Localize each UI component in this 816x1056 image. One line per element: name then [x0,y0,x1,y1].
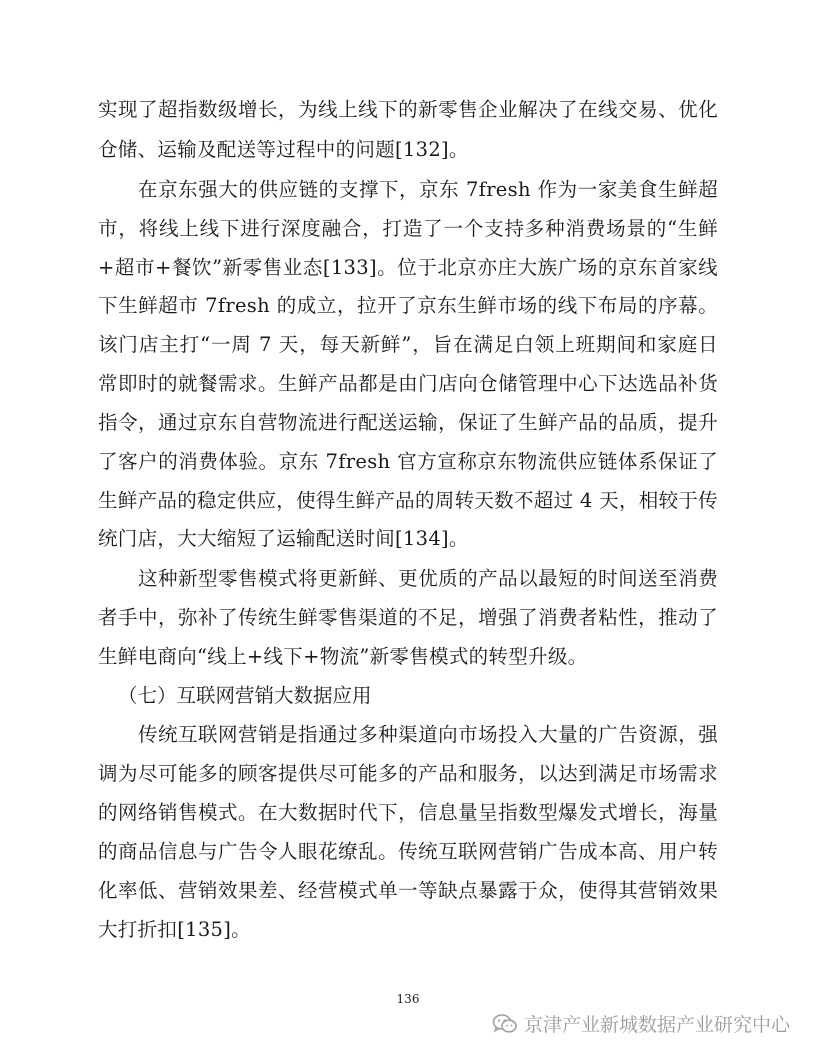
text-line: 在京东强大的供应链的支撑下，京东 7fresh 作为一家美食生鲜超 [138,178,718,201]
text-line: 统门店，大大缩短了运输配送时间[134]。 [98,527,469,550]
watermark-text: 京津产业新城数据产业研究中心 [523,1014,790,1036]
text-line: 指令，通过京东自营物流进行配送运输，保证了生鲜产品的品质，提升 [98,411,718,434]
text-line: 仓储、运输及配送等过程中的问题[132]。 [98,138,469,161]
wechat-icon [492,1013,518,1035]
text-line: +超市+餐饮”新零售业态[133]。位于北京亦庄大族广场的京东首家线 [98,256,718,279]
text-line: 调为尽可能多的顾客提供尽可能多的产品和服务，以达到满足市场需求 [98,762,718,785]
text-line: 的商品信息与广告令人眼花缭乱。传统互联网营销广告成本高、用户转 [98,840,718,863]
text-line: 下生鲜超市 7fresh 的成立，拉开了京东生鲜市场的线下布局的序幕。 [98,294,718,317]
text-line: 的网络销售模式。在大数据时代下，信息量呈指数型爆发式增长，海量 [98,801,718,824]
text-line: 生鲜电商向“线上+线下+物流”新零售模式的转型升级。 [98,645,588,668]
text-line: 者手中，弥补了传统生鲜零售渠道的不足，增强了消费者粘性，推动了 [98,606,718,629]
page-number: 136 [396,992,420,1006]
text-line: 了客户的消费体验。京东 7fresh 官方宣称京东物流供应链体系保证了 [98,450,718,473]
section-heading: （七）互联网营销大数据应用 [118,684,372,707]
text-line: 常即时的就餐需求。生鲜产品都是由门店向仓储管理中心下达选品补货 [98,372,718,395]
text-line: 这种新型零售模式将更新鲜、更优质的产品以最短的时间送至消费 [138,567,718,590]
text-line: 化率低、营销效果差、经营模式单一等缺点暴露于众，使得其营销效果 [98,879,718,902]
text-line: 实现了超指数级增长，为线上线下的新零售企业解决了在线交易、优化 [98,98,718,121]
text-line: 生鲜产品的稳定供应，使得生鲜产品的周转天数不超过 4 天，相较于传 [98,489,718,512]
text-line: 该门店主打“一周 7 天，每天新鲜”，旨在满足白领上班期间和家庭日 [98,333,718,356]
text-line: 市，将线上线下进行深度融合，打造了一个支持多种消费场景的“生鲜 [98,217,718,240]
source-watermark [492,1010,790,1037]
text-line: 大打折扣[135]。 [98,918,251,941]
text-line: 传统互联网营销是指通过多种渠道向市场投入大量的广告资源，强 [138,723,718,746]
